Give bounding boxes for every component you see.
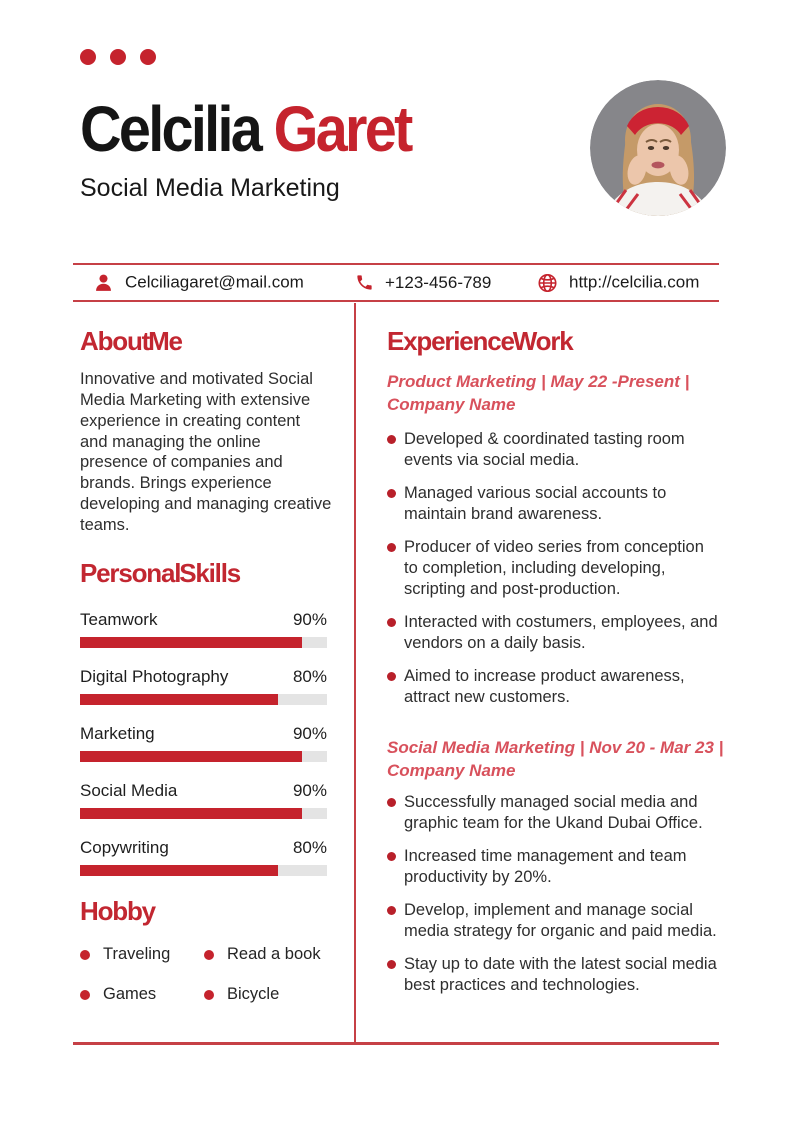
hobby-list bbox=[80, 945, 340, 1004]
bullet-dot-icon bbox=[387, 618, 396, 627]
hobby-item bbox=[204, 985, 340, 1004]
red-dot-icon bbox=[80, 49, 96, 65]
skill-percent: 80% bbox=[292, 667, 327, 687]
skill-bar-fill bbox=[80, 637, 302, 648]
bullet-dot-icon bbox=[387, 489, 396, 498]
bullet-text: Producer of video series from conception to completion, including developing, scripting and post-production. bbox=[404, 538, 704, 599]
hobby-label: Bicycle bbox=[227, 985, 280, 1004]
skill-label: Teamwork bbox=[80, 610, 158, 630]
contact-website[interactable] bbox=[537, 272, 699, 293]
skill-bar bbox=[80, 751, 327, 762]
skill-bar bbox=[80, 637, 327, 648]
hobby-label: Games bbox=[103, 985, 157, 1004]
profile-photo bbox=[590, 80, 726, 216]
portrait-illustration bbox=[590, 80, 726, 216]
job-heading: Social Media Marketing | Nov 20 - Mar 23 | Company Name bbox=[387, 738, 724, 781]
bullet-text: Developed & coordinated tasting room events via social media. bbox=[404, 430, 685, 470]
skill-percent: 80% bbox=[292, 838, 327, 858]
phone-icon bbox=[355, 273, 374, 292]
jobs-list bbox=[387, 370, 724, 996]
hobby-item bbox=[80, 945, 204, 964]
email-text: Celciliagaret@mail.com bbox=[125, 272, 304, 292]
experience-bullet bbox=[387, 612, 719, 654]
hobby-label: Read a book bbox=[227, 945, 321, 964]
column-divider bbox=[354, 303, 356, 1043]
bullet-text: Managed various social accounts to maintain brand awareness. bbox=[404, 484, 667, 524]
skill-bar-fill bbox=[80, 751, 302, 762]
bullet-dot-icon bbox=[80, 950, 90, 960]
section-personal-skills bbox=[80, 558, 327, 894]
skills-heading: Personal Skills bbox=[80, 558, 240, 588]
bullet-text: Aimed to increase product awareness, attract new customers. bbox=[404, 667, 685, 707]
experience-bullet bbox=[387, 429, 719, 471]
phone-text: +123-456-789 bbox=[385, 272, 492, 292]
skill-bar-fill bbox=[80, 694, 278, 705]
skill-row bbox=[80, 780, 327, 819]
contact-bar bbox=[73, 263, 719, 302]
contact-email[interactable] bbox=[93, 272, 304, 293]
skill-bar-fill bbox=[80, 865, 278, 876]
skill-label: Digital Photography bbox=[80, 667, 229, 687]
job-bullets bbox=[387, 792, 719, 996]
website-text: http://celcilia.com bbox=[569, 272, 700, 292]
skill-bar bbox=[80, 694, 327, 705]
contact-phone[interactable] bbox=[355, 273, 491, 293]
bullet-dot-icon bbox=[387, 852, 396, 861]
skill-percent: 90% bbox=[292, 610, 327, 630]
bullet-dot-icon bbox=[387, 672, 396, 681]
person-icon bbox=[93, 272, 114, 293]
skill-bar bbox=[80, 865, 327, 876]
red-dot-icon bbox=[140, 49, 156, 65]
skill-bar bbox=[80, 808, 327, 819]
section-hobby bbox=[80, 896, 340, 1004]
skill-row bbox=[80, 723, 327, 762]
name-last: Garet bbox=[273, 93, 411, 165]
experience-bullet bbox=[387, 900, 719, 942]
experience-bullet bbox=[387, 792, 719, 834]
section-about-me bbox=[80, 326, 332, 536]
skill-percent: 90% bbox=[292, 724, 327, 744]
globe-icon bbox=[537, 272, 558, 293]
bullet-text: Successfully managed social media and graphic team for the Ukand Dubai Office. bbox=[404, 793, 703, 833]
experience-bullet bbox=[387, 954, 719, 996]
experience-bullet bbox=[387, 483, 719, 525]
bullet-text: Develop, implement and manage social media strategy for organic and paid media. bbox=[404, 901, 717, 941]
bullet-text: Increased time management and team productivity by 20%. bbox=[404, 847, 687, 887]
page-title bbox=[80, 93, 411, 165]
about-heading: About Me bbox=[80, 326, 182, 356]
experience-bullet bbox=[387, 537, 719, 600]
skill-label: Social Media bbox=[80, 781, 178, 801]
bottom-rule bbox=[73, 1042, 719, 1045]
skill-row bbox=[80, 837, 327, 876]
experience-bullet bbox=[387, 846, 719, 888]
job-title: Social Media Marketing bbox=[80, 174, 340, 202]
name-first: Celcilia bbox=[80, 93, 261, 165]
bullet-dot-icon bbox=[387, 435, 396, 444]
bullet-dot-icon bbox=[387, 906, 396, 915]
bullet-dot-icon bbox=[387, 798, 396, 807]
bullet-dot-icon bbox=[80, 990, 90, 1000]
bullet-dot-icon bbox=[387, 543, 396, 552]
section-experience bbox=[387, 326, 724, 1008]
skill-percent: 90% bbox=[292, 781, 327, 801]
red-dot-icon bbox=[110, 49, 126, 65]
hobby-item bbox=[204, 945, 340, 964]
skill-label: Copywriting bbox=[80, 838, 169, 858]
bullet-dot-icon bbox=[387, 960, 396, 969]
decorative-dots bbox=[80, 49, 156, 65]
about-text: Innovative and motivated Social Media Marketing with extensive experience in creating content and managing the online presence of companies and brands. Brings experience developing and managing creative teams. bbox=[80, 370, 332, 534]
skill-row bbox=[80, 666, 327, 705]
bullet-text: Stay up to date with the latest social media best practices and technologies. bbox=[404, 955, 717, 995]
bullet-text: Interacted with costumers, employees, and vendors on a daily basis. bbox=[404, 613, 718, 653]
bullet-dot-icon bbox=[204, 950, 214, 960]
bullet-dot-icon bbox=[204, 990, 214, 1000]
hobby-heading: Hobby bbox=[80, 896, 155, 926]
hobby-item bbox=[80, 985, 204, 1004]
experience-heading: Experience Work bbox=[387, 326, 573, 356]
skill-row bbox=[80, 609, 327, 648]
experience-bullet bbox=[387, 666, 719, 708]
job-heading: Product Marketing | May 22 -Present | Company Name bbox=[387, 372, 690, 415]
job-bullets bbox=[387, 429, 719, 708]
hobby-label: Traveling bbox=[103, 945, 171, 964]
skill-label: Marketing bbox=[80, 724, 155, 744]
skill-bar-fill bbox=[80, 808, 302, 819]
skills-list bbox=[80, 609, 327, 876]
